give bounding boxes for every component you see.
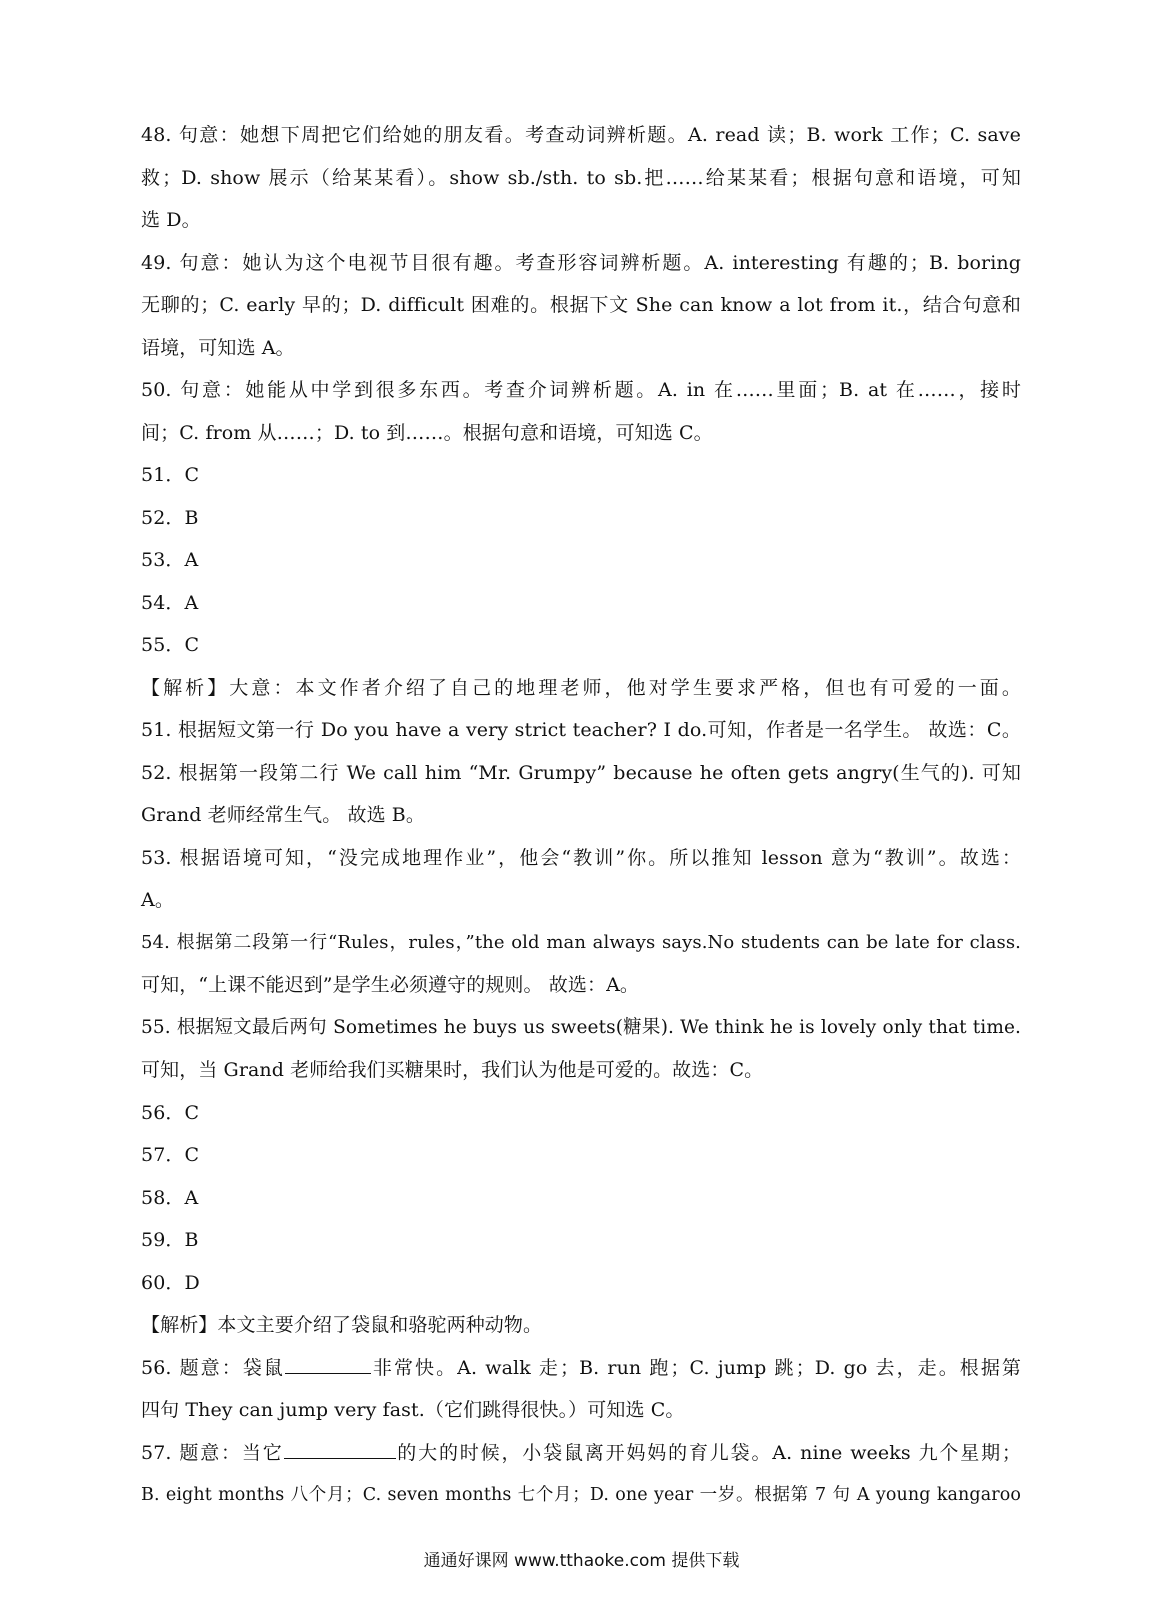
text-line: 语境，可知选 A。 — [141, 336, 295, 359]
text-line: 间；C. from 从……；D. to 到……。根据句意和语境，可知选 C。 — [141, 421, 713, 444]
text-line: 48. 句意：她想下周把它们给她的朋友看。考查动词辨析题。A. read 读；B. work 工作；C. save — [141, 124, 1021, 146]
text-line: 60．D — [141, 1271, 200, 1294]
text-line: 【解析】大意：本文作者介绍了自己的地理老师，他对学生要求严格，但也有可爱的一面。 — [141, 676, 1021, 699]
text-line: 50. 句意：她能从中学到很多东西。考查介词辨析题。A. in 在……里面；B. at 在……，接时 — [141, 379, 1021, 401]
text-line — [141, 1432, 1021, 1475]
text-line: 救；D. show 展示（给某某看）。show sb./sth. to sb.把……给某某看；根据句意和语境，可知 — [141, 166, 1021, 189]
text-line: 51. 根据短文第一行 Do you have a very strict teacher? I do.可知，作者是一名学生。 故选：C。 — [141, 719, 1021, 741]
text-line: 53. 根据语境可知，“没完成地理作业”，他会“教训”你。所以推知 lesson 意为“教训”。故选： — [141, 846, 1021, 869]
text-line: A。 — [141, 889, 174, 911]
page-footer: 通通好课网 www.tthaoke.com 提供下载 — [423, 1551, 740, 1571]
text-line: 51．C — [141, 464, 200, 486]
text-segment: 57. 题意：当它 — [141, 1441, 284, 1464]
text-line: 58．A — [141, 1186, 199, 1209]
text-line: 选 D。 — [141, 209, 201, 231]
answer-explanations — [141, 114, 1021, 1517]
text-line: 可知，当 Grand 老师给我们买糖果时，我们认为他是可爱的。故选：C。 — [141, 1059, 764, 1081]
text-line: B. eight months 八个月；C. seven months 七个月；D. one year 一岁。根据第 7 句 A young kangaroo — [141, 1485, 1021, 1505]
text-line: 54．A — [141, 591, 199, 614]
text-line: 55．C — [141, 634, 200, 656]
text-line: 54. 根据第二段第一行“Rules，rules，”the old man always says.No students can be late for class. — [141, 931, 1021, 953]
text-segment: 56. 题意：袋鼠 — [141, 1356, 285, 1379]
text-line: 57．C — [141, 1144, 200, 1166]
text-line: 55. 根据短文最后两句 Sometimes he buys us sweets(糖果). We think he is lovely only that time. — [141, 1016, 1021, 1038]
text-line: 59．B — [141, 1229, 199, 1251]
text-line: 52. 根据第一段第二行 We call him “Mr. Grumpy” because he often gets angry(生气的). 可知 — [141, 761, 1021, 784]
text-line: 53．A — [141, 549, 199, 571]
text-line: 52．B — [141, 506, 199, 529]
answer-blank — [284, 1438, 396, 1459]
text-line — [141, 1347, 1021, 1390]
text-line: 【解析】本文主要介绍了袋鼠和骆驼两种动物。 — [141, 1314, 543, 1336]
text-line: 无聊的；C. early 早的；D. difficult 困难的。根据下文 She can know a lot from it.，结合句意和 — [141, 294, 1021, 316]
text-line: 56．C — [141, 1101, 200, 1124]
text-line: 四句 They can jump very fast.（它们跳得很快。）可知选 C。 — [141, 1399, 685, 1421]
text-line: 49. 句意：她认为这个电视节目很有趣。考查形容词辨析题。A. interesting 有趣的；B. boring — [141, 251, 1021, 274]
text-segment: 的大的时候，小袋鼠离开妈妈的育儿袋。A. nine weeks 九个星期； — [395, 1441, 1022, 1464]
answer-blank — [285, 1353, 371, 1374]
text-line: Grand 老师经常生气。 故选 B。 — [141, 804, 425, 826]
text-line: 可知，“上课不能迟到”是学生必须遵守的规则。 故选：A。 — [141, 974, 639, 996]
text-segment: 非常快。A. walk 走；B. run 跑；C. jump 跳；D. go 去，走。根据第 — [370, 1356, 1022, 1379]
